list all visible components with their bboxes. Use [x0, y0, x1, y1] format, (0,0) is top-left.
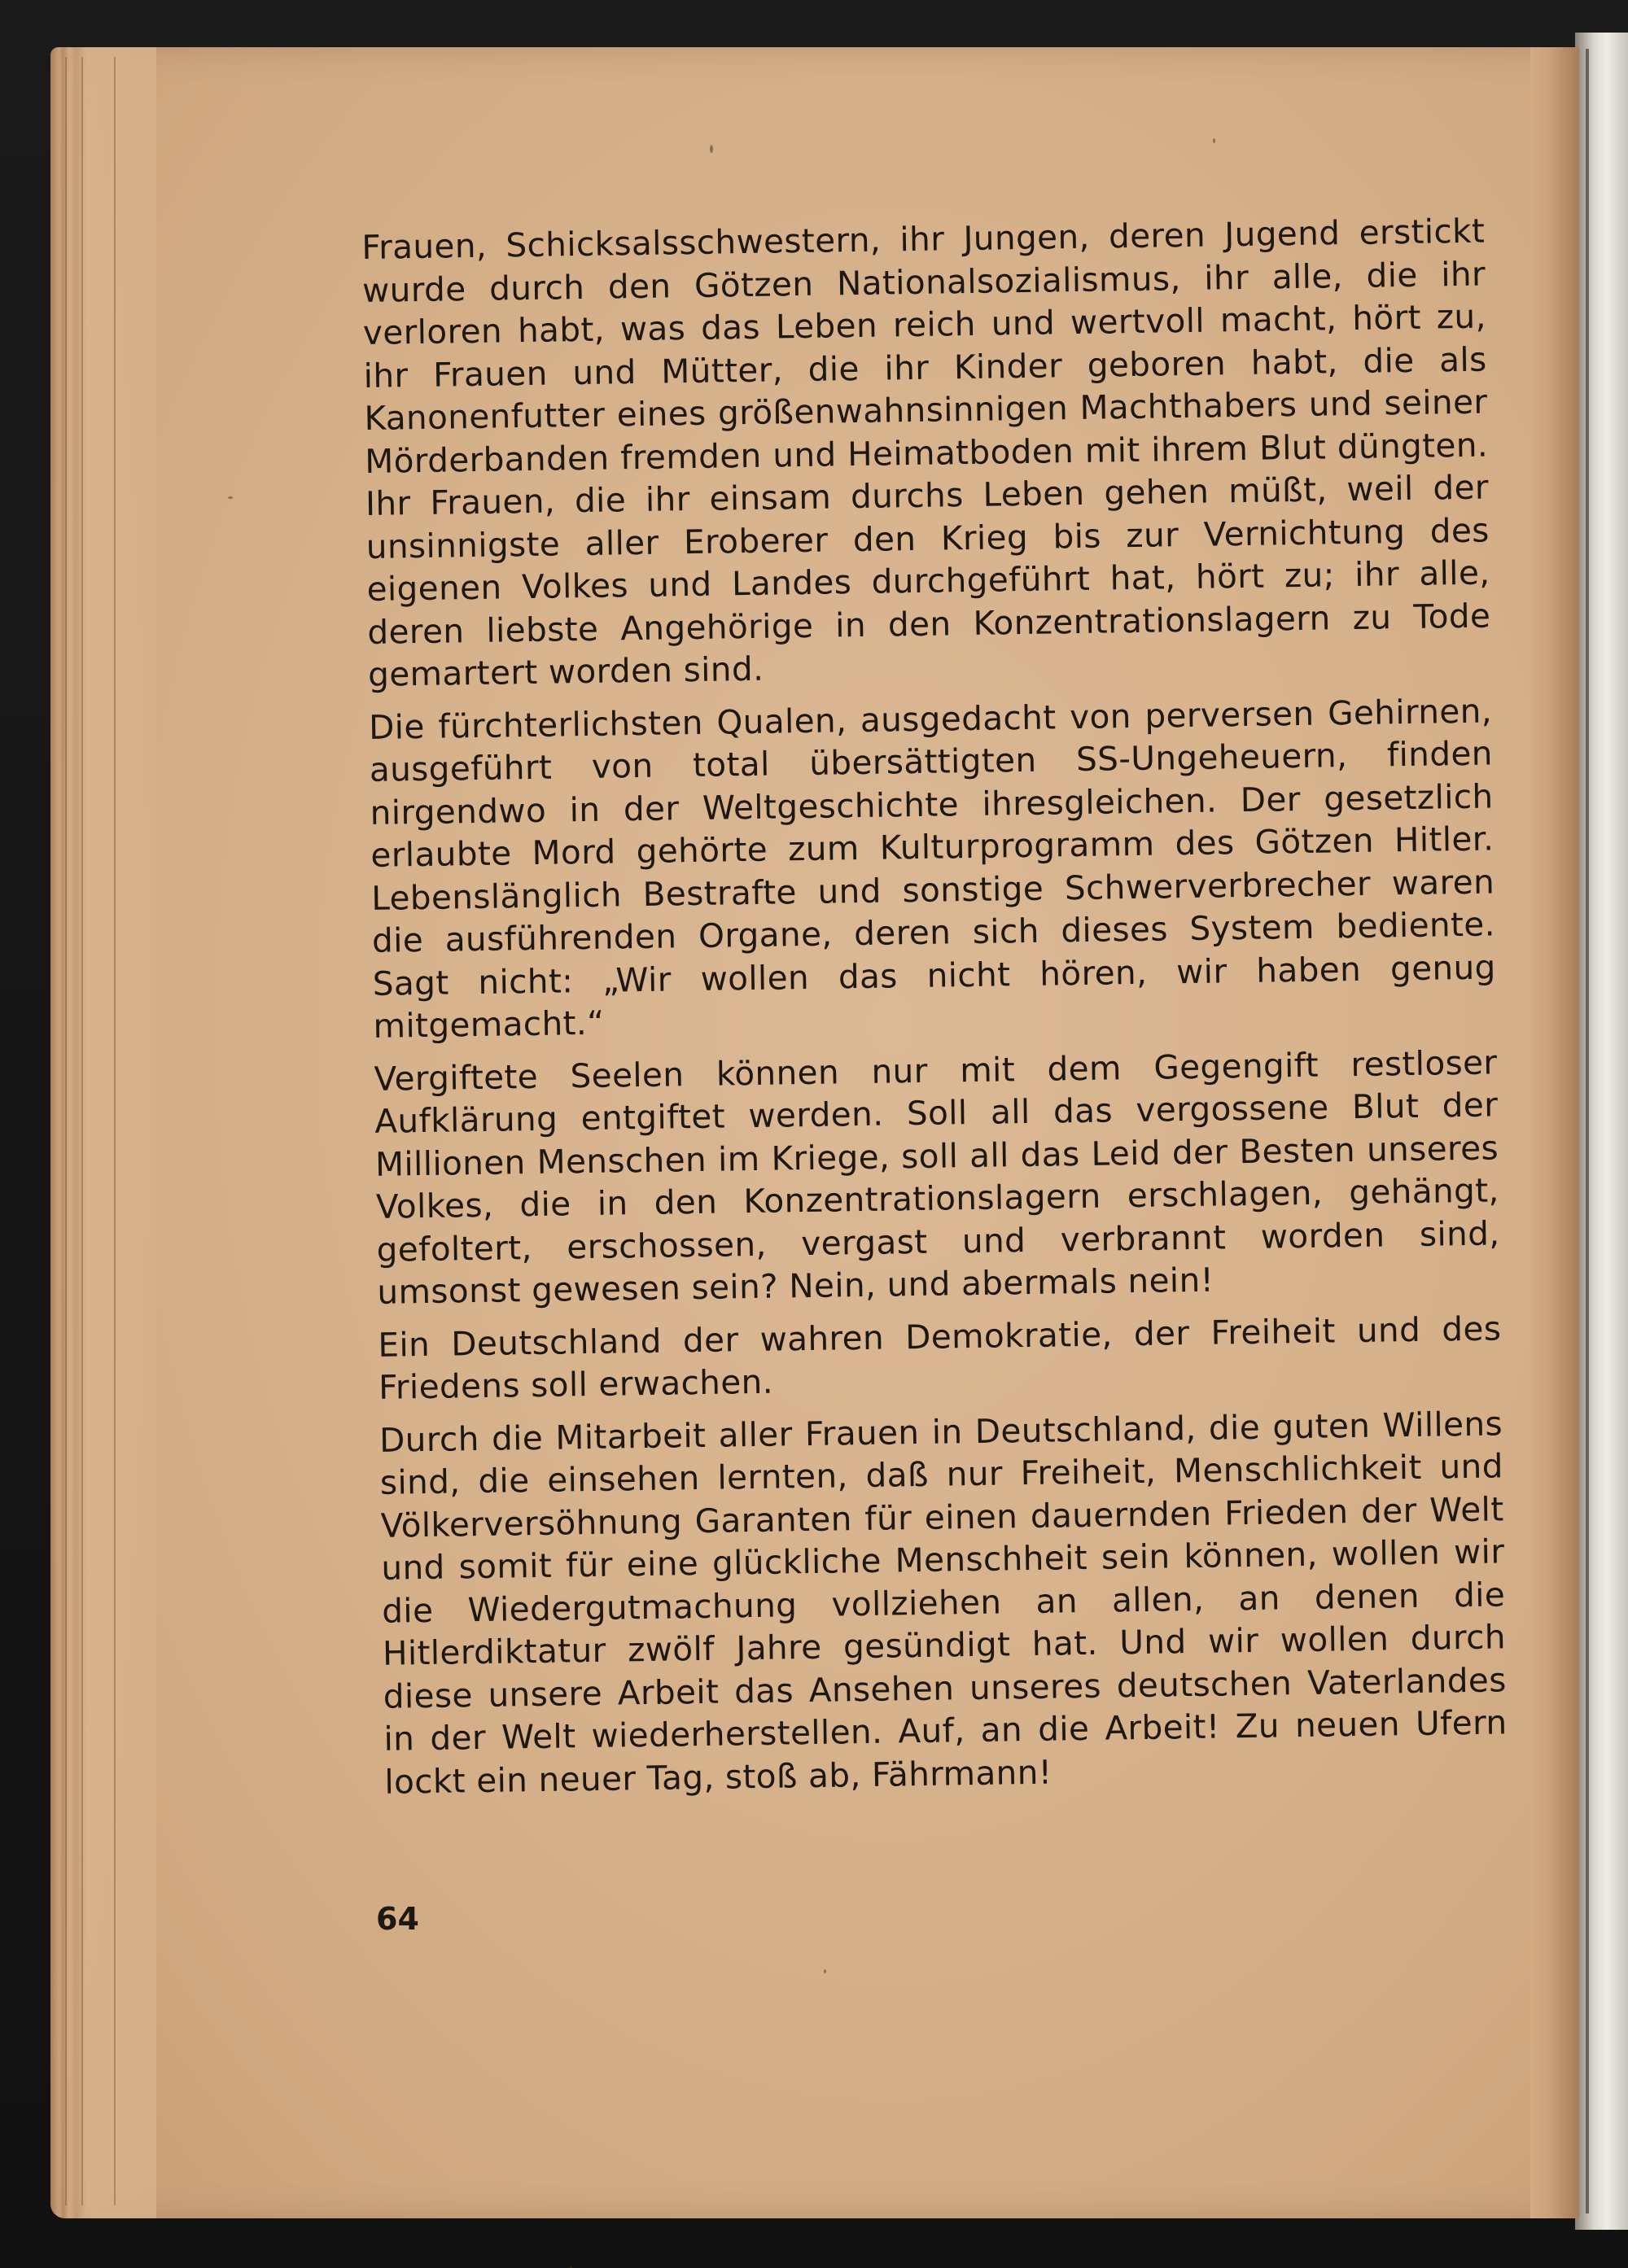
body-text [361, 210, 1508, 1813]
paragraph-5: Durch die Mitarbeit aller Frauen in Deutschland, die guten Willens sind, die einsehen lernten, daß nur Freiheit, Menschlichkeit und Völkerversöhnung Garanten für einen dauernden Frieden der Welt und somit für eine glückliche Menschheit sein können, wollen wir die Wiedergutmachung vollziehen an allen, an denen die Hitlerdiktatur zwölf Jahre gesündigt hat. Und wir wollen durch diese unsere Arbeit das Ansehen unseres deutschen Vaterlandes in der Welt wiederherstellen. Auf, an die Arbeit! Zu neuen Ufern lockt ein neuer Tag, stoß ab, Fährmann! [379, 1403, 1508, 1802]
page-number: 64 [376, 1901, 419, 1937]
page-stack-right-edge [1530, 47, 1579, 2218]
paragraph-1: Frauen, Schicksalsschwestern, ihr Jungen, deren Jugend erstickt wurde durch den Götzen Nationalsozialismus, ihr alle, die ihr verloren habt, was das Leben reich und wertvoll macht, hört zu, ihr Frauen und Mütter, die ihr Kinder geboren habt, die als Kanonenfutter eines größenwahnsinnigen Machthabers und seiner Mörderbanden fremden und Heimatboden mit ihrem Blut düngten. Ihr Frauen, die ihr einsam durchs Leben gehen müßt, weil der unsinnigste aller Eroberer den Krieg bis zur Vernichtung des eigenen Volkes und Landes durchgeführt hat, hört zu; ihr alle, deren liebste Angehörige in den Konzentrationslagern zu Tode gemartert worden sind. [361, 211, 1491, 694]
adjacent-page-shadow [1586, 49, 1589, 2213]
paper-speck [1213, 138, 1215, 143]
paragraph-4: Ein Deutschland der wahren Demokratie, der Freiheit und des Friedens soll erwachen. [378, 1308, 1502, 1407]
page-edge-line [81, 57, 83, 2205]
page-edge-line [114, 57, 116, 2205]
paper-speck [824, 1969, 826, 1973]
paper-speck [710, 145, 713, 153]
page-edge-line [65, 57, 67, 2205]
adjacent-page-edge [1575, 33, 1628, 2230]
paragraph-3: Vergiftete Seelen können nur mit dem Gegengift restloser Aufklärung entgiftet werden. Soll all das vergossene Blut der Millionen Menschen im Kriege, soll all das Leid der Besten unseres Volkes, die in den Konzentrationslagern erschlagen, gehängt, gefoltert, erschossen, vergast und verbrannt worden sind, umsonst gewesen sein? Nein, und abermals nein! [374, 1042, 1500, 1312]
paragraph-2: Die fürchterlichsten Qualen, ausgedacht von perversen Gehirnen, ausgeführt von total übersättigten SS-Ungeheuern, finden nirgendwo in der Weltgeschichte ihresgleichen. Der gesetzlich erlaubte Mord gehörte zum Kulturprogramm des Götzen Hitler. Lebenslänglich Bestrafte und sonstige Schwerverbrecher waren die ausführenden Organe, deren sich dieses System bediente. Sagt nicht: „Wir wollen das nicht hören, wir haben genug mitgemacht.“ [368, 690, 1497, 1046]
paper-speck [228, 496, 233, 499]
